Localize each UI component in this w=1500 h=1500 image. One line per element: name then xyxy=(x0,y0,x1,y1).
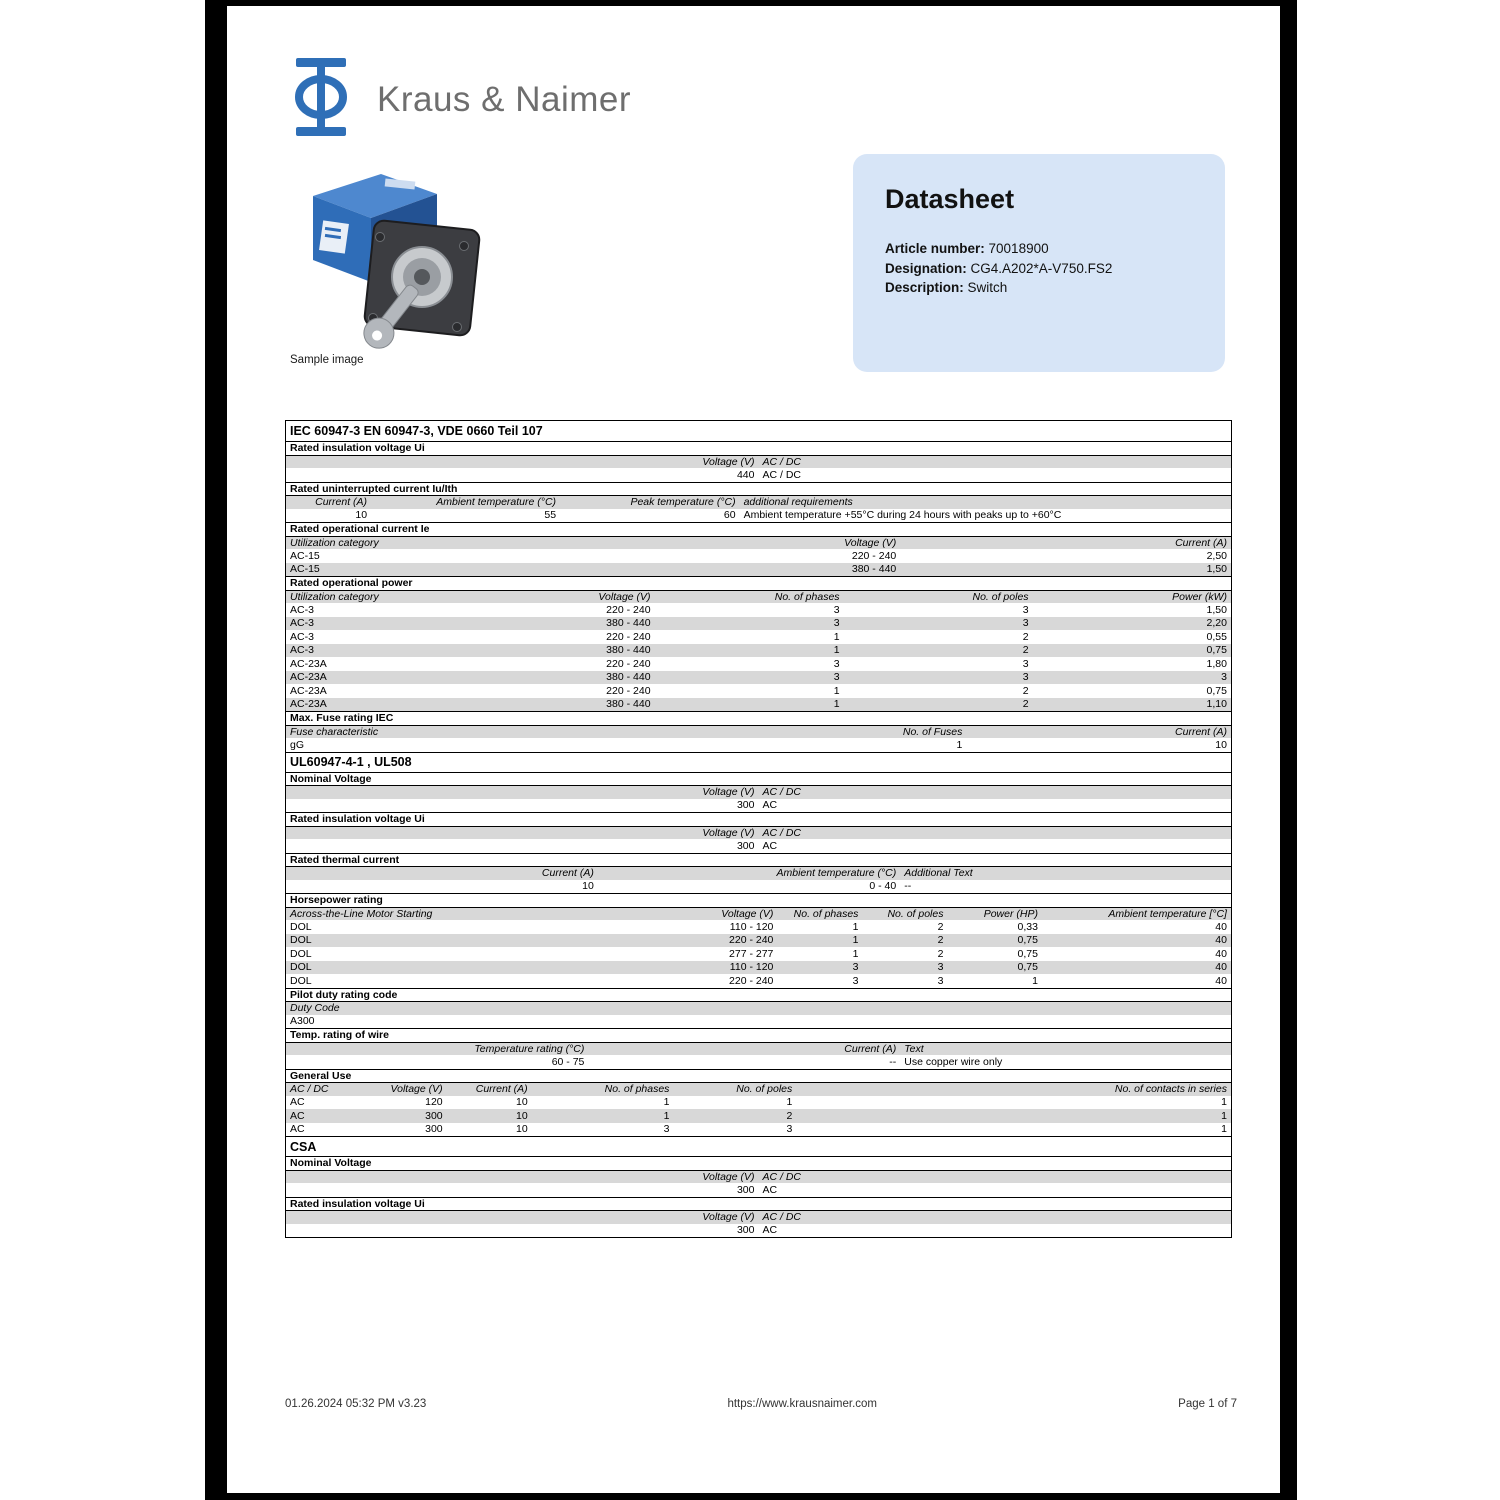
table-cell: AC xyxy=(290,1109,305,1122)
table-cell: 10 xyxy=(1215,738,1227,751)
column-header-row xyxy=(286,1170,1231,1184)
section-title-row xyxy=(286,772,1231,786)
table-cell: Voltage (V) xyxy=(702,826,755,839)
section-title-row xyxy=(286,522,1231,536)
table-cell: 220 - 240 xyxy=(606,657,651,670)
table-cell: AC / DC xyxy=(762,1170,802,1183)
table-cell: Additional Text xyxy=(904,867,973,880)
table-cell: Use copper wire only xyxy=(904,1055,1003,1068)
table-cell: Nominal Voltage xyxy=(290,1157,372,1170)
data-row xyxy=(286,738,1231,752)
table-cell: AC / DC xyxy=(762,1211,802,1224)
table-cell: AC-3 xyxy=(290,630,314,643)
table-cell: -- xyxy=(904,880,912,893)
table-cell: No. of phases xyxy=(793,907,859,920)
section-title-row xyxy=(286,1197,1231,1211)
table-cell: 1 xyxy=(852,920,859,933)
table-cell: DOL xyxy=(290,920,312,933)
brand-name: Kraus & Naimer xyxy=(377,79,632,119)
table-cell: Fuse characteristic xyxy=(290,725,379,738)
table-cell: 2 xyxy=(937,934,944,947)
table-cell: DOL xyxy=(290,934,312,947)
table-cell: Voltage (V) xyxy=(702,1170,755,1183)
table-cell: 1 xyxy=(663,1109,670,1122)
table-cell: 40 xyxy=(1215,961,1227,974)
data-row xyxy=(286,1109,1231,1123)
data-row xyxy=(286,947,1231,961)
column-header-row xyxy=(286,1001,1231,1015)
data-row xyxy=(286,671,1231,685)
table-cell: Current (A) xyxy=(475,1083,528,1096)
column-header-row xyxy=(286,1210,1231,1224)
table-cell: 40 xyxy=(1215,974,1227,987)
table-cell: 3 xyxy=(1022,603,1029,616)
table-cell: A300 xyxy=(290,1015,315,1028)
spec-table xyxy=(285,420,1232,1238)
table-cell: Horsepower rating xyxy=(290,894,383,907)
table-cell: 2 xyxy=(1022,684,1029,697)
data-row xyxy=(286,603,1231,617)
designation-label: Designation: xyxy=(885,260,967,276)
table-cell: 40 xyxy=(1215,920,1227,933)
table-cell: DOL xyxy=(290,961,312,974)
table-cell: 0,55 xyxy=(1206,630,1227,643)
table-cell: AC-15 xyxy=(290,549,320,562)
column-header-row xyxy=(286,495,1231,509)
table-cell: 1 xyxy=(956,738,963,751)
table-cell: Across-the-Line Motor Starting xyxy=(290,907,433,920)
section-title-row xyxy=(286,482,1231,496)
datasheet-title: Datasheet xyxy=(885,184,1015,214)
data-row xyxy=(286,698,1231,712)
data-row xyxy=(286,920,1231,934)
article-number-value: 70018900 xyxy=(984,241,1049,256)
table-cell: 2 xyxy=(937,947,944,960)
table-cell: 0,75 xyxy=(1017,961,1038,974)
footer-url: https://www.krausnaimer.com xyxy=(727,1398,878,1410)
table-cell: 60 xyxy=(723,509,736,522)
section-title-row xyxy=(286,893,1231,907)
table-cell: 40 xyxy=(1215,947,1227,960)
table-cell: Current (A) xyxy=(844,1042,897,1055)
section-title-row xyxy=(286,1136,1231,1156)
column-header-row xyxy=(286,866,1231,880)
section-title-row xyxy=(286,1028,1231,1042)
table-cell: 3 xyxy=(786,1123,793,1136)
column-header-row xyxy=(286,785,1231,799)
table-cell: 3 xyxy=(1221,671,1227,684)
table-cell: Ambient temperature (°C) xyxy=(436,496,557,509)
data-row xyxy=(286,630,1231,644)
table-cell: No. of poles xyxy=(887,907,944,920)
table-cell: AC-3 xyxy=(290,617,314,630)
table-cell: 0,75 xyxy=(1017,947,1038,960)
data-row xyxy=(286,509,1231,523)
table-cell: AC-15 xyxy=(290,563,320,576)
table-cell: Voltage (V) xyxy=(390,1083,443,1096)
section-title-row xyxy=(286,421,1231,441)
table-cell: 300 xyxy=(736,799,755,812)
table-cell: 10 xyxy=(355,509,368,522)
table-cell: 10 xyxy=(582,880,594,893)
designation-value: CG4.A202*A-V750.FS2 xyxy=(966,260,1113,276)
table-cell: Rated insulation voltage Ui xyxy=(290,442,425,455)
table-cell: 3 xyxy=(937,961,944,974)
table-cell: 380 - 440 xyxy=(606,698,651,711)
table-cell: Nominal Voltage xyxy=(290,772,372,785)
table-cell: Ambient temperature [°C] xyxy=(1108,907,1227,920)
table-cell: Rated operational power xyxy=(290,577,413,590)
table-cell: 0,33 xyxy=(1017,920,1038,933)
table-cell: 220 - 240 xyxy=(851,549,897,562)
section-title-row xyxy=(286,441,1231,455)
table-cell: Ambient temperature (°C) xyxy=(776,867,897,880)
pdf-page-frame xyxy=(205,0,1297,1500)
table-cell: 1 xyxy=(852,934,859,947)
table-cell: Voltage (V) xyxy=(598,590,651,603)
table-cell: Utilization category xyxy=(290,536,379,549)
section-title-row xyxy=(286,752,1231,772)
table-cell: gG xyxy=(290,738,305,751)
footer-page-number: Page 1 of 7 xyxy=(1178,1398,1237,1410)
data-row xyxy=(286,468,1231,482)
table-cell: 3 xyxy=(833,657,840,670)
column-header-row xyxy=(286,590,1231,604)
footer-date-version: 01.26.2024 05:32 PM v3.23 xyxy=(285,1398,427,1410)
table-cell: AC xyxy=(762,1183,778,1196)
data-row xyxy=(286,1224,1231,1238)
table-cell: additional requirements xyxy=(743,496,853,509)
table-cell: Voltage (V) xyxy=(702,1211,755,1224)
table-cell: 3 xyxy=(852,961,859,974)
column-header-row xyxy=(286,1082,1231,1096)
table-cell: 2 xyxy=(937,920,944,933)
data-row xyxy=(286,1015,1231,1029)
designation-field xyxy=(885,259,1193,279)
table-cell: DOL xyxy=(290,974,312,987)
table-cell: Rated thermal current xyxy=(290,853,400,866)
table-cell: 1,50 xyxy=(1206,603,1227,616)
table-cell: 220 - 240 xyxy=(729,974,774,987)
column-header-row xyxy=(286,826,1231,840)
table-cell: Voltage (V) xyxy=(702,455,755,468)
table-cell: Current (A) xyxy=(1175,536,1227,549)
table-cell: 1,80 xyxy=(1206,657,1227,670)
table-cell: 2 xyxy=(1022,698,1029,711)
table-cell: 2,20 xyxy=(1206,617,1227,630)
description-field xyxy=(885,278,1193,298)
table-cell: Voltage (V) xyxy=(721,907,774,920)
table-cell: Voltage (V) xyxy=(844,536,897,549)
table-cell: Rated insulation voltage Ui xyxy=(290,813,425,826)
table-cell: Temp. rating of wire xyxy=(290,1029,389,1042)
section-title-row xyxy=(286,853,1231,867)
table-cell: 1 xyxy=(833,684,840,697)
table-cell: 220 - 240 xyxy=(729,934,774,947)
table-cell: Peak temperature (°C) xyxy=(630,496,736,509)
data-row xyxy=(286,799,1231,813)
table-cell: AC xyxy=(762,799,778,812)
data-row xyxy=(286,617,1231,631)
table-cell: AC-3 xyxy=(290,603,314,616)
data-row xyxy=(286,1183,1231,1197)
table-cell: AC-23A xyxy=(290,657,327,670)
table-cell: Ambient temperature +55°C during 24 hours with peaks up to +60°C xyxy=(743,509,1062,522)
table-cell: Max. Fuse rating IEC xyxy=(290,712,394,725)
table-cell: Temperature rating (°C) xyxy=(474,1042,585,1055)
table-cell: 1 xyxy=(833,698,840,711)
table-cell: Voltage (V) xyxy=(702,786,755,799)
table-cell: AC / DC xyxy=(762,786,802,799)
table-cell: 1 xyxy=(1221,1096,1227,1109)
section-title-row xyxy=(286,1156,1231,1170)
table-cell: 1 xyxy=(833,630,840,643)
table-cell: No. of Fuses xyxy=(902,725,963,738)
table-cell: 3 xyxy=(937,974,944,987)
table-cell: 3 xyxy=(1022,671,1029,684)
table-cell: No. of contacts in series xyxy=(1114,1083,1227,1096)
table-cell: 300 xyxy=(736,839,755,852)
datasheet-info-box xyxy=(853,154,1225,372)
table-cell: DOL xyxy=(290,947,312,960)
table-cell: Current (A) xyxy=(1175,725,1227,738)
table-cell: 0,75 xyxy=(1206,684,1227,697)
table-cell: 120 xyxy=(425,1096,443,1109)
table-cell: Power (kW) xyxy=(1172,590,1227,603)
table-cell: 2 xyxy=(786,1109,793,1122)
table-cell: 300 xyxy=(425,1109,443,1122)
table-cell: Rated uninterrupted current Iu/Ith xyxy=(290,482,458,495)
table-cell: 2,50 xyxy=(1206,549,1227,562)
table-cell: 0,75 xyxy=(1017,934,1038,947)
table-cell: 0,75 xyxy=(1206,644,1227,657)
table-cell: 1,50 xyxy=(1206,563,1227,576)
data-row xyxy=(286,1055,1231,1069)
table-cell: AC xyxy=(290,1096,305,1109)
data-row xyxy=(286,549,1231,563)
table-cell: 1 xyxy=(1221,1109,1227,1122)
table-cell: 3 xyxy=(663,1123,670,1136)
table-cell: AC xyxy=(762,1224,778,1237)
table-cell: 2 xyxy=(1022,644,1029,657)
section-title-row xyxy=(286,1069,1231,1083)
data-row xyxy=(286,1096,1231,1110)
table-cell: IEC 60947-3 EN 60947-3, VDE 0660 Teil 107 xyxy=(290,424,543,438)
section-title-row xyxy=(286,711,1231,725)
table-cell: 1,10 xyxy=(1206,698,1227,711)
table-cell: No. of poles xyxy=(972,590,1029,603)
column-header-row xyxy=(286,725,1231,739)
table-cell: AC-23A xyxy=(290,698,327,711)
table-cell: AC / DC xyxy=(290,1083,329,1096)
table-cell: Power (HP) xyxy=(983,907,1038,920)
data-row xyxy=(286,1123,1231,1137)
table-cell: AC xyxy=(290,1123,305,1136)
table-cell: 40 xyxy=(1215,934,1227,947)
column-header-row xyxy=(286,907,1231,921)
table-cell: 277 - 277 xyxy=(729,947,774,960)
table-cell: 0 - 40 xyxy=(869,880,897,893)
column-header-row xyxy=(286,536,1231,550)
section-title-row xyxy=(286,812,1231,826)
brand-header xyxy=(289,58,631,141)
table-cell: 110 - 120 xyxy=(729,920,774,933)
description-label: Description: xyxy=(885,280,964,295)
product-photo xyxy=(285,164,495,355)
data-row xyxy=(286,839,1231,853)
table-cell: No. of phases xyxy=(774,590,840,603)
table-cell: 220 - 240 xyxy=(606,603,651,616)
sample-image-caption: Sample image xyxy=(290,354,364,366)
table-cell: 110 - 120 xyxy=(729,961,774,974)
description-value: Switch xyxy=(963,280,1008,295)
table-cell: AC / DC xyxy=(762,826,802,839)
table-cell: -- xyxy=(889,1055,897,1068)
section-title-row xyxy=(286,988,1231,1002)
table-cell: 220 - 240 xyxy=(606,684,651,697)
column-header-row xyxy=(286,1042,1231,1056)
table-cell: 1 xyxy=(833,644,840,657)
kraus-naimer-phi-logo-icon xyxy=(289,58,353,141)
table-cell: No. of phases xyxy=(604,1083,670,1096)
data-row xyxy=(286,934,1231,948)
section-title-row xyxy=(286,576,1231,590)
table-cell: Pilot duty rating code xyxy=(290,988,398,1001)
table-cell: AC / DC xyxy=(762,455,802,468)
table-cell: 300 xyxy=(736,1183,755,1196)
table-cell: Duty Code xyxy=(290,1002,340,1015)
table-cell: Current (A) xyxy=(541,867,594,880)
table-cell: General Use xyxy=(290,1069,352,1082)
table-cell: 1 xyxy=(786,1096,793,1109)
table-cell: AC xyxy=(762,839,778,852)
table-cell: 60 - 75 xyxy=(551,1055,585,1068)
table-cell: 10 xyxy=(516,1123,528,1136)
table-cell: CSA xyxy=(290,1139,317,1154)
article-number-field xyxy=(885,239,1193,259)
column-header-row xyxy=(286,455,1231,469)
data-row xyxy=(286,563,1231,577)
table-cell: Rated operational current Ie xyxy=(290,523,430,536)
table-cell: AC-23A xyxy=(290,684,327,697)
data-row xyxy=(286,644,1231,658)
table-cell: 1 xyxy=(663,1096,670,1109)
table-cell: AC-23A xyxy=(290,671,327,684)
table-cell: 380 - 440 xyxy=(851,563,897,576)
table-cell: 1 xyxy=(1032,974,1038,987)
table-cell: 10 xyxy=(516,1096,528,1109)
article-number-label: Article number: xyxy=(885,241,985,256)
table-cell: AC / DC xyxy=(762,468,802,481)
page-footer xyxy=(285,1398,1237,1410)
table-cell: 3 xyxy=(1022,657,1029,670)
data-row xyxy=(286,657,1231,671)
table-cell: 220 - 240 xyxy=(606,630,651,643)
data-row xyxy=(286,880,1231,894)
table-cell: 3 xyxy=(1022,617,1029,630)
table-cell: Utilization category xyxy=(290,590,379,603)
table-cell: 300 xyxy=(425,1123,443,1136)
table-cell: AC-3 xyxy=(290,644,314,657)
table-cell: 55 xyxy=(544,509,557,522)
table-cell: 380 - 440 xyxy=(606,617,651,630)
table-cell: UL60947-4-1 , UL508 xyxy=(290,755,412,769)
table-cell: 3 xyxy=(833,671,840,684)
data-row xyxy=(286,961,1231,975)
table-cell: 380 - 440 xyxy=(606,644,651,657)
data-row xyxy=(286,684,1231,698)
table-cell: 300 xyxy=(736,1224,755,1237)
datasheet-page xyxy=(227,6,1280,1493)
table-cell: Current (A) xyxy=(315,496,368,509)
table-cell: 2 xyxy=(1022,630,1029,643)
table-cell: 380 - 440 xyxy=(606,671,651,684)
table-cell: Text xyxy=(904,1042,924,1055)
table-cell: 1 xyxy=(852,947,859,960)
table-cell: 3 xyxy=(833,603,840,616)
table-cell: 3 xyxy=(833,617,840,630)
table-cell: Rated insulation voltage Ui xyxy=(290,1197,425,1210)
table-cell: 1 xyxy=(1221,1123,1227,1136)
table-cell: No. of poles xyxy=(736,1083,793,1096)
table-cell: 10 xyxy=(516,1109,528,1122)
data-row xyxy=(286,974,1231,988)
table-cell: 440 xyxy=(736,468,755,481)
table-cell: 3 xyxy=(852,974,859,987)
